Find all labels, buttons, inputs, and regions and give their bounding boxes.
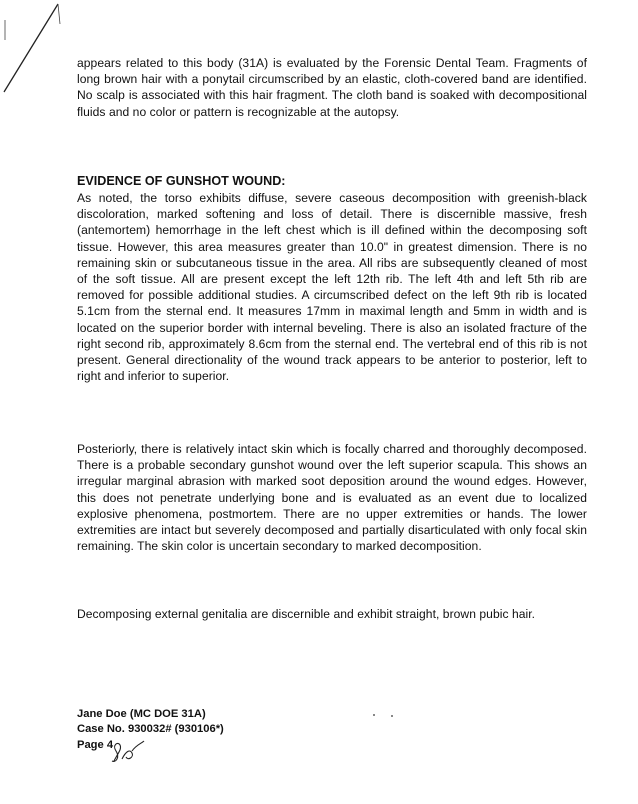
section-heading-gunshot-wound: EVIDENCE OF GUNSHOT WOUND: <box>77 174 286 188</box>
paragraph-genitalia: Decomposing external genitalia are discernible and exhibit straight, brown pubic hair. <box>77 607 536 621</box>
paragraph-torso-findings: As noted, the torso exhibits diffuse, severe caseous decomposition with greenish-black discoloration, marked softening and loss of detail. There is discernible massive, fresh (antemortem) hemorrhage in the left chest which is ill defined within the decomposing soft tissue. However, this area measures greater than 10.0" in greatest dimension. There is no remaining skin or subcutaneous tissue in the area. All ribs are subsequently cleaned of most of the soft tissue. All are present except the left 12th rib. The left 4th and left 5th rib are removed for possible additional studies. A circumscribed defect on the left 9th rib is located 5.1cm from the sternal end. It measures 17mm in maximal length and 5mm in width and is located on the superior border with internal beveling. There is also an isolated fracture of the right second rib, approximately 8.6cm from the sternal end. The vertebral end of this rib is not present. General directionality of the wound track appears to be anterior to posterior, left to right and inferior to superior. <box>77 191 587 384</box>
paragraph-posterior-findings: Posteriorly, there is relatively intact skin which is focally charred and thoroughly decomposed. There is a probable secondary gunshot wound over the left superior scapula. This shows an irregular marginal abrasion with marked soot deposition around the wound edges. However, this does not penetrate underlying bone and is evaluated as an event due to localized explosive phenomena, postmortem. There are no upper extremities or hands. The lower extremities are intact but severely decomposed and partially disarticulated with only focal skin remaining. The skin color is uncertain secondary to marked decomposition. <box>77 442 587 554</box>
corner-pen-mark <box>0 0 70 100</box>
scan-specks <box>370 710 410 720</box>
footer-page-number: Page 4 <box>77 738 114 751</box>
page-footer <box>77 707 224 753</box>
footer-case-name: Jane Doe (MC DOE 31A) <box>77 708 206 720</box>
handwritten-initials-icon <box>108 735 148 767</box>
paragraph-hair-fragment: appears related to this body (31A) is evaluated by the Forensic Dental Team. Fragments of long brown hair with a ponytail circumscribed by an elastic, cloth-covered band are identified. No scalp is associated with this hair fragment. The cloth band is soaked with decompositional fluids and no color or pattern is recognizable at the autopsy. <box>77 56 587 119</box>
footer-case-number: Case No. 930032# (930106*) <box>77 723 224 736</box>
